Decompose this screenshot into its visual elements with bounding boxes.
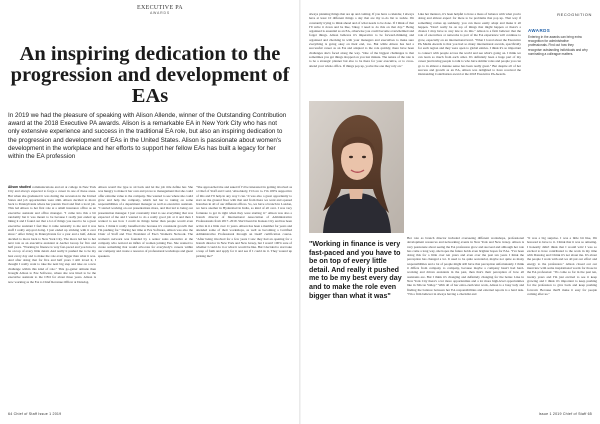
pull-quote: "Working in finance is very fast-paced and you have to be on top of every little detail. And really it pushed me to be my best every day and to make the role even bigger than what it was" [309,240,402,300]
drop-lead-text: Alison studied [8,185,31,189]
left-column-1-body: communications and art at college in New York City and always expected to forge a career in one of these areas. But when she graduated it was during the recession in the United States and job opportunities were slim. Alison decided to move back to Pennsylvania where her parents lived and find a local job. This led Alison to her first role at a small insurance office as an executive assistant and office manager. "I came into this a bit randomly but it was meant to be because I really just ended up liking it and I found out that a lot of things you need to be a great executive assistant I feel like it came naturally to me and it was stuff I really enjoyed doing. I just ended up sticking with it ever since." After living in Pennsylvania for a year and a half, Alison decided to move back to New York City. The move led her to her next role as an executive assistant at Ascher Group for five and half years. "Working in finance is very fast-paced and you have to be on top of every little detail. And really it pushed me to be my best every day and to make the role even bigger than what it was. And after doing that for five and half years I still loved it, I thought I really want to take the next big step and take on a new challenge within this kind of role." This go-getter attitude then brought Alison to Eze Software, where she was hired to be the executive assistant to the CEO for about three years. Alison is now working as the EA to Chief Revenue Officer at Datadog. [8,185,96,284]
right-column-1-body: always planning things that are up and coming. If you have a calendar, I always have at least 10 different things a day that are my to-do list to tackle. I'm constantly trying to think ahead and of what needs to be done. If I think of that I'll write it down and be like, 'Okay, I need to do this on that day.'" Being organised is essential as an EA, otherwise you could become overwhelmed and forget things. Alison believes it's imperative to be forward-thinking and organised and checking in with your managers and executives to make sure everything is going okay on their end, too. But while Alison has had a successful career as an EA and adapted to the role quickly, there have been challenges she's faced along the way. "One of the biggest challenges is that sometimes you get things dropped on you last minute. The nature of the role is to be a strategic planner but also to be there for your executive, or to cross-attend your whole office. If things pop up, you're the one they rely on." [309,12,414,68]
logo-line-2: AWARDS [150,11,170,15]
sidebar-body: Entering in the awards can bring extra recognition for administrative professionals. Find out how they recognise outstanding individuals and why nominating a colleague matters. [528,35,588,56]
right-page [301,0,600,424]
left-column-2-body: Alison wasn't the type to sit back and let the job title define her. She was hungry to make it her own and prove to management that she could offer extreme value to the company. She wanted to see where she could grow and help the company, which led her to taking on some responsibilities of a department manager as well as executive assistant. "I started working on our presentations more, and that led to being our presentation manager. I just constantly tried to see everything that was expected of me and I wanted to do a really good job at it and then I wanted to see how I could do things better than people would even have. I think it really benefited me because it's consistent growth that I'm pushing for." During her time at Eze Software, Alison was also the Chair of Staff and Vice President of Eze's Women's Network. The women's network was founded by a senior sales executive at the company who noticed an influx of women joining Eze. She wanted to create something that would advocate for everybody's careers within our company and create a resource of professional workshops and guest speakers. [98,185,193,258]
alison-allende-portrait-photo [309,101,404,233]
right-column-2 [418,12,521,230]
logo-line-1: EXECUTIVE PA [137,5,183,11]
left-column-2 [98,185,193,407]
left-column-3-body: "She approached me and asked if I'd be interested in getting involved as a Chief of Staff and I said, 'Absolutely, I'd love to. I'm 100% supportive of this and I'll help in any way I can.' It was also a great opportunity to start on the ground floor with that and from there we went and opened branches in all of our different offices. So, we have a branch in London, we have another in Hyderabad in India, so kind of all over. I was very fortunate to get in right when they were starting it." Alison was also a branch director of International Association of Administrative Professionals from 2017–2019. She'd heard in Kansas City and has been active in it a little over 11 years. Alison has been a member for years and attended some of their workshops, as well as becoming a Certified Administrative Professional through an IAAP certification course. "After being involved for a few years I saw they had an opening for a branch director in New York and New Jersey, but I wasn't 100% sure of whether I could do it or what it would be like. But I decided to start take a leap of faith and apply for it and see if I could do it. They wound up picking me!" [196,185,292,258]
article-standfirst: In 2019 we had the pleasure of speaking with Alison Allende, winner of the Outstanding Contribution award at the 2018 Executive PA awards. Alison is a remarkable EA in New York City who has not only extensive experience and success in the traditional EA role, but also an inspiring dedication to the progression and development of EAs in the United States. Alison is passionate about women's development in the workplace and her efforts to support her fellow EAs has built a legacy for her within the EA profession [8,112,287,161]
right-column-2-body: Like her mentors, it's been helpful to have a mass of balance with what you're doing and almost expect for there to be problems that pop up. That way if something comes up suddenly, you can more easily adapt and make it all happen. "Don't really be on top of things that might happen or there's a chance I may have to stay late to do this." Alison is a firm believer that the role of executives or networks is part of the EA experience will continue to grow, especially on an international level. "What I loved about the Executive PA Media Awards is that you had so many international awards, specifically for each region and they were open to global entries. I think it's so important to connect with people across the world and see what's going on. I think we can learn so much from each other. It's definitely been a huge part of my career just having people to talk to who have similar roles and people you can go to in almost a mentee sense has been really great." But despite all of her success and growth as an EA, Alison was delighted to have received the Outstanding Contribution award at the 2018 Executive PA Awards. [418,12,521,77]
executive-pa-awards-logo [130,5,190,15]
right-column-4-body: "It was a big surprise. I was a little bit like, I'm honored to have to it. I think that it was so amazing. I honestly didn't think that I would win! I was so excited to have contributed to the work in my time with Datadog and I think it's not about me. It's about the people I work with and we all put our effort and energy to the profession." Alison closed out our interview with some inspirational words for those in the EA profession: "It's come so far in the past ten, twenty years and I'm just excited to see it keep growing and I think it's important to keep pushing for the profession to give back and keep pushing forward. Because that'll make it easy for people coming after us." [527,236,597,296]
left-column-3 [196,185,292,407]
right-page-footer: Issue 1 2019 Chief of Staff 65 [538,412,592,416]
right-column-3-body: Her role as branch director included overseeing different workshops, professional development resources and networking events in New York and New Jersey. Alison is very passionate about seeing the EA profession grow and succeed and although her role has come a long way, she hopes the future holds even brighter hopes for EAs. "I've been doing this for a little over ten years and even over the past ten years I think the perception has changed a lot. It used to be quite secretarial, maybe not quite as many responsibilities and a lot of people might still have that perception unfortunately. I think it differs from company to company, because maybe a company hasn't had hard-working and driven assistants in the past, then that's their perception of how all assistants are. But I think it's changing and definitely changing for the better. Like in New York City there's a lot more opportunities and a lot more high-level opportunities like in Silicon Valley." With all of her extra-curricular work, Alison is a busy lady and finding the balance between her EA responsibilities and external reports is a hard task. "I'm a firm believer in always having a checklist and [407,236,524,296]
portrait-illustration [309,101,404,233]
right-column-3 [407,236,524,408]
left-page-footer: 64 Chief of Staff Issue 1 2019 [8,412,62,416]
article-headline: An inspiring dedication to the progression and development of EAs [10,43,290,107]
section-label: RECOGNITION [557,12,592,17]
left-column-1 [8,185,96,407]
sidebar-title: AWARDS [528,28,551,33]
right-column-4 [527,236,597,408]
awards-sidebar [528,28,588,56]
